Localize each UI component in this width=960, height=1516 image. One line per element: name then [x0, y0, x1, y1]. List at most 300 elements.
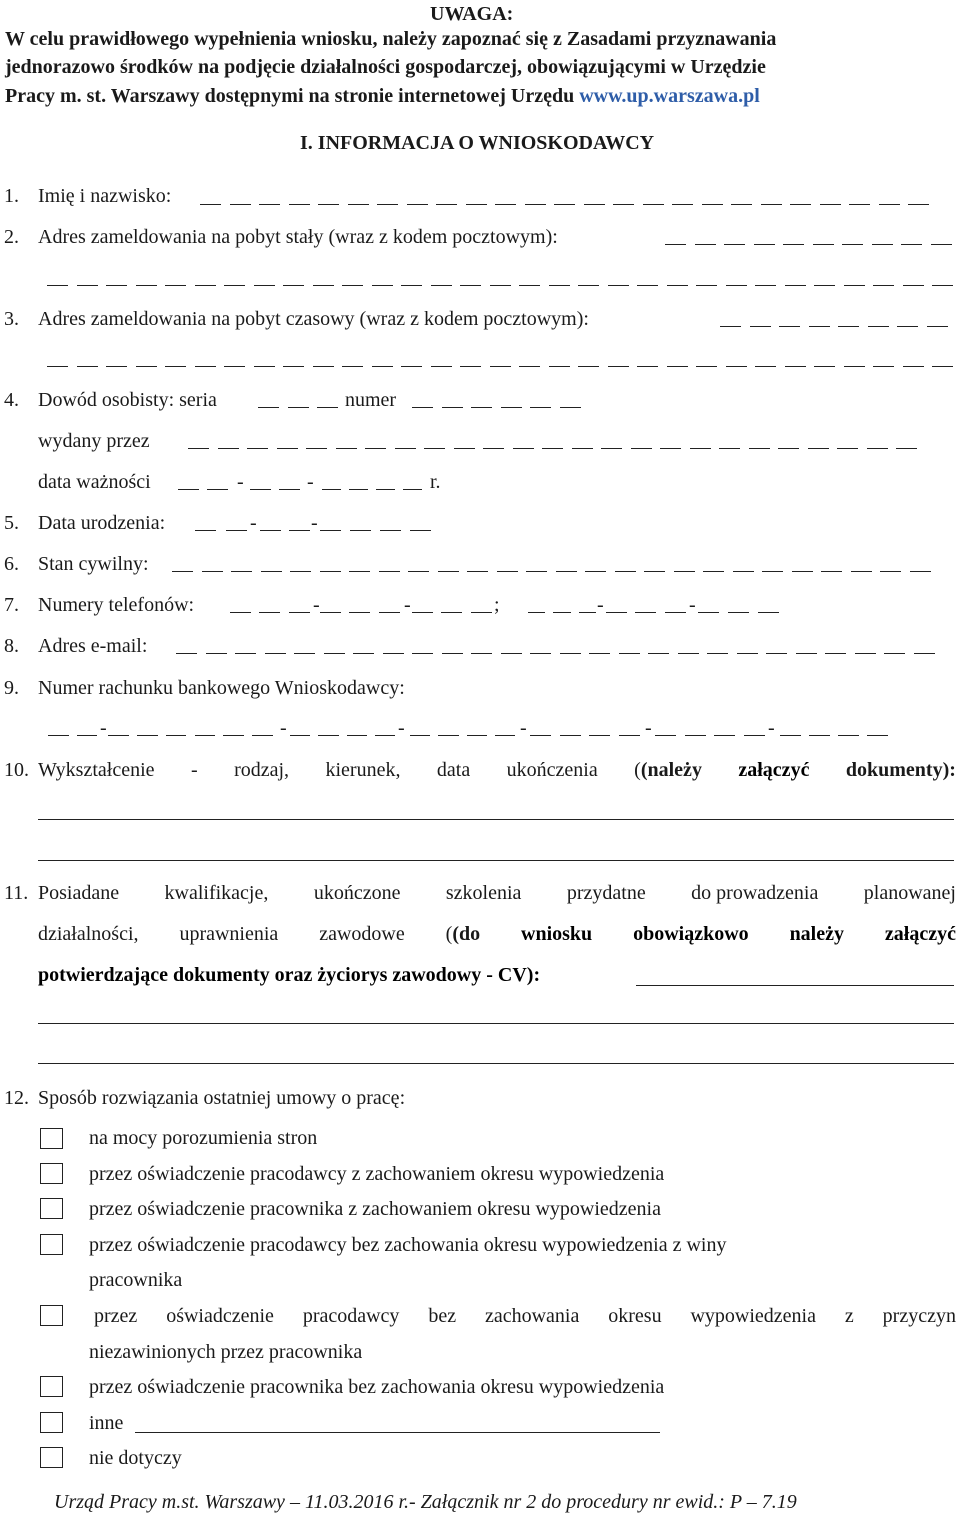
item-11-word: obowiązkowo — [633, 923, 749, 945]
blank-dash — [927, 310, 948, 327]
blank-dash — [838, 719, 859, 736]
section-title: I. INFORMACJA O WNIOSKODAWCY — [300, 132, 655, 154]
blank-dash — [796, 637, 817, 654]
blank-dash — [377, 188, 398, 205]
blank-dash — [667, 350, 688, 367]
item-11-word: ((do — [445, 923, 481, 945]
blank-dash — [436, 188, 457, 205]
blank-dash — [412, 391, 433, 408]
uwaga-title: UWAGA: — [430, 3, 514, 25]
blank-dash — [785, 269, 806, 286]
blank-dash — [821, 555, 842, 572]
item-11-word: działalności, — [38, 923, 139, 945]
blank-dash — [755, 269, 776, 286]
blank-dash — [873, 350, 894, 367]
uwaga-line-3 — [5, 84, 760, 108]
blank-dash — [867, 432, 888, 449]
blank-dash — [631, 432, 652, 449]
blank-dash — [318, 188, 339, 205]
uwaga-line-3-text: Pracy m. st. Warszawy dostępnymi na stronie internetowej Urzędu — [5, 85, 575, 107]
blank-dash — [530, 637, 551, 654]
item-10-word: kierunek, — [325, 759, 401, 781]
item-10-word: ((należy — [634, 759, 702, 781]
item-10-number: 10. — [4, 759, 29, 781]
blank-dash — [501, 391, 522, 408]
blank-dash — [714, 719, 735, 736]
blank-dash — [401, 350, 422, 367]
blank-dash — [578, 269, 599, 286]
option-word: oświadczenie — [166, 1305, 274, 1327]
blank-dash — [137, 719, 158, 736]
blank-dash — [460, 269, 481, 286]
item-10-label — [38, 758, 956, 782]
option-label — [94, 1304, 956, 1328]
blank-dash — [690, 432, 711, 449]
option-checkbox[interactable] — [40, 1376, 63, 1397]
blank-dash — [350, 514, 371, 531]
blank-dash — [336, 432, 357, 449]
blank-dash — [283, 350, 304, 367]
blank-dash — [637, 350, 658, 367]
blank-dash — [165, 350, 186, 367]
blank-dash — [932, 269, 953, 286]
blank-dash — [349, 555, 370, 572]
blank-dash — [490, 269, 511, 286]
blank-dash — [758, 596, 779, 613]
blank-dash — [195, 269, 216, 286]
item-1-number: 1. — [4, 185, 19, 207]
blank-dash — [813, 228, 834, 245]
option-label: inne — [89, 1412, 124, 1434]
issued-by-label: wydany przez — [38, 430, 150, 452]
blank-dash — [320, 555, 341, 572]
item-11-line-3: potwierdzające dokumenty oraz życiorys zawodowy - CV): — [38, 964, 541, 986]
blank-dash — [719, 432, 740, 449]
item-11-word: zawodowe — [319, 923, 405, 945]
blank-dash — [731, 188, 752, 205]
blank-dash — [290, 555, 311, 572]
education-line-1[interactable] — [38, 819, 954, 820]
account-separator: - — [280, 717, 287, 739]
item-10-word: data — [436, 759, 471, 781]
item-7-number: 7. — [4, 594, 19, 616]
item-2-label: Adres zameldowania na pobyt stały (wraz z kodem pocztowym): — [38, 226, 558, 248]
blank-dash — [553, 596, 570, 613]
item-11-word: wniosku — [521, 923, 593, 945]
blank-dash — [347, 719, 367, 736]
blank-dash — [467, 719, 487, 736]
blank-dash — [726, 269, 747, 286]
option-label-continued: pracownika — [89, 1269, 183, 1291]
blank-dash — [685, 719, 706, 736]
blank-dash — [294, 637, 315, 654]
expiry-separator: - — [307, 471, 314, 493]
blank-dash — [230, 596, 251, 613]
item-12-number: 12. — [4, 1087, 29, 1109]
option-word: zachowania — [484, 1305, 580, 1327]
blank-dash — [250, 473, 271, 490]
blank-dash — [265, 637, 286, 654]
blank-dash — [231, 555, 252, 572]
blank-dash — [497, 555, 518, 572]
option-checkbox[interactable] — [40, 1412, 63, 1433]
year-suffix: r. — [430, 471, 441, 493]
blank-dash — [868, 310, 889, 327]
blank-dash — [696, 269, 717, 286]
website-link[interactable]: www.up.warszawa.pl — [579, 85, 760, 107]
item-11-word: planowanej — [863, 882, 956, 904]
item-11-word: uprawnienia — [179, 923, 279, 945]
blank-dash — [698, 596, 719, 613]
blank-dash — [313, 350, 334, 367]
blank-dash — [348, 188, 369, 205]
blank-dash — [542, 432, 563, 449]
blank-dash — [289, 188, 310, 205]
blank-dash — [903, 350, 924, 367]
birth-date-separator: - — [311, 512, 318, 534]
blank-dash — [454, 432, 475, 449]
expiry-separator: - — [237, 471, 244, 493]
blank-dash — [754, 228, 775, 245]
blank-dash — [525, 188, 546, 205]
blank-dash — [438, 555, 459, 572]
blank-dash — [825, 637, 846, 654]
blank-dash — [471, 596, 492, 613]
blank-dash — [195, 350, 216, 367]
blank-dash — [495, 188, 516, 205]
blank-dash — [667, 269, 688, 286]
blank-dash — [931, 228, 952, 245]
option-word: pracodawcy — [302, 1305, 400, 1327]
account-separator: - — [398, 717, 405, 739]
blank-dash — [230, 188, 251, 205]
blank-dash — [188, 432, 209, 449]
blank-dash — [808, 432, 829, 449]
blank-dash — [165, 269, 186, 286]
blank-dash — [218, 432, 239, 449]
blank-dash — [560, 637, 581, 654]
blank-dash — [289, 596, 310, 613]
blank-dash — [635, 596, 656, 613]
option-checkbox[interactable] — [40, 1305, 63, 1326]
blank-dash — [431, 350, 452, 367]
blank-dash — [47, 350, 68, 367]
blank-dash — [914, 637, 935, 654]
blank-dash — [526, 555, 547, 572]
option-label: przez oświadczenie pracodawcy bez zachowania okresu wypowiedzenia z winy — [89, 1234, 727, 1256]
item-6-label: Stan cywilny: — [38, 553, 149, 575]
blank-dash — [792, 555, 813, 572]
blank-dash — [880, 555, 901, 572]
blank-dash — [855, 637, 876, 654]
phone-separator: - — [404, 594, 411, 616]
blank-dash — [207, 473, 228, 490]
blank-dash — [783, 228, 804, 245]
blank-dash — [108, 719, 129, 736]
blank-dash — [613, 188, 634, 205]
blank-dash — [166, 719, 187, 736]
item-7-label: Numery telefonów: — [38, 594, 195, 616]
item-11-line-1 — [38, 881, 956, 905]
blank-dash — [530, 391, 551, 408]
blank-dash — [897, 310, 918, 327]
blank-dash — [407, 188, 428, 205]
blank-dash — [762, 555, 783, 572]
blank-dash — [202, 555, 223, 572]
education-line-2[interactable] — [38, 860, 954, 861]
blank-dash — [408, 555, 429, 572]
blank-dash — [106, 350, 127, 367]
item-10-word — [846, 758, 956, 782]
blank-dash — [283, 269, 304, 286]
blank-dash — [910, 555, 931, 572]
option-label: przez oświadczenie pracownika bez zachowania okresu wypowiedzenia — [89, 1376, 665, 1398]
blank-dash — [235, 637, 256, 654]
blank-dash — [513, 432, 534, 449]
blank-dash — [106, 269, 127, 286]
footer: Urząd Pracy m.st. Warszawy – 11.03.2016 r.- Załącznik nr 2 do procedury nr ewid.: P – 7.19 — [54, 1491, 797, 1513]
item-3-label: Adres zameldowania na pobyt czasowy (wraz z kodem pocztowym): — [38, 308, 589, 330]
item-10-word: ukończenia — [506, 759, 598, 781]
blank-dash — [176, 637, 197, 654]
blank-dash — [379, 596, 400, 613]
blank-dash — [820, 188, 841, 205]
blank-dash — [172, 555, 193, 572]
blank-dash — [441, 596, 462, 613]
blank-dash — [660, 432, 681, 449]
blank-dash — [519, 350, 540, 367]
blank-dash — [224, 269, 245, 286]
blank-dash — [707, 637, 728, 654]
blank-dash — [289, 514, 310, 531]
expiry-label: data ważności — [38, 471, 151, 493]
blank-dash — [838, 310, 859, 327]
blank-dash — [585, 555, 606, 572]
blank-dash — [809, 719, 830, 736]
blank-dash — [431, 269, 452, 286]
blank-dash — [674, 555, 695, 572]
blank-dash — [785, 350, 806, 367]
phone-separator: - — [313, 594, 320, 616]
blank-dash — [322, 473, 341, 490]
blank-dash — [879, 188, 900, 205]
blank-dash — [223, 719, 244, 736]
blank-dash — [501, 637, 522, 654]
blank-dash — [200, 188, 221, 205]
blank-dash — [901, 228, 922, 245]
blank-dash — [851, 555, 872, 572]
blank-dash — [261, 555, 282, 572]
blank-dash — [872, 228, 893, 245]
blank-dash — [318, 719, 338, 736]
blank-dash — [403, 473, 422, 490]
blank-dash — [589, 719, 610, 736]
uwaga-line-2: jednorazowo środków na podjęcie działalności gospodarczej, obowiązującymi w Urzędzie — [5, 56, 766, 78]
blank-dash — [648, 637, 669, 654]
blank-dash — [136, 350, 157, 367]
blank-dash — [442, 637, 463, 654]
blank-dash — [438, 719, 458, 736]
blank-dash — [258, 391, 279, 408]
blank-dash — [320, 514, 341, 531]
blank-dash — [442, 391, 463, 408]
item-5-number: 5. — [4, 512, 19, 534]
blank-dash — [779, 310, 800, 327]
account-separator: - — [520, 717, 527, 739]
blank-dash — [519, 269, 540, 286]
blank-dash — [584, 188, 605, 205]
qualifications-line-0[interactable] — [636, 985, 954, 986]
blank-dash — [844, 269, 865, 286]
blank-dash — [842, 228, 863, 245]
blank-dash — [814, 269, 835, 286]
blank-dash — [410, 514, 431, 531]
blank-dash — [247, 432, 268, 449]
blank-dash — [410, 719, 430, 736]
blank-dash — [401, 269, 422, 286]
blank-dash — [867, 719, 888, 736]
blank-dash — [252, 719, 273, 736]
blank-dash — [749, 432, 770, 449]
blank-dash — [136, 269, 157, 286]
item-11-word: przydatne — [566, 882, 646, 904]
blank-dash — [460, 350, 481, 367]
qualifications-line-2[interactable] — [38, 1063, 954, 1064]
option-label: nie dotyczy — [89, 1447, 182, 1469]
blank-dash — [655, 719, 676, 736]
item-11-word: załączyć — [884, 923, 956, 945]
option-word: wypowiedzenia — [690, 1305, 816, 1327]
blank-dash — [288, 391, 309, 408]
blank-dash — [48, 719, 69, 736]
item-11-bold: (do — [452, 923, 481, 945]
blank-dash — [703, 555, 724, 572]
blank-dash — [376, 473, 395, 490]
blank-dash — [383, 637, 404, 654]
blank-dash — [903, 269, 924, 286]
blank-dash — [372, 350, 393, 367]
blank-dash — [224, 350, 245, 367]
other-reason-line[interactable] — [135, 1432, 660, 1433]
blank-dash — [306, 432, 327, 449]
blank-dash — [778, 432, 799, 449]
blank-dash — [254, 350, 275, 367]
blank-dash — [380, 514, 401, 531]
blank-dash — [601, 432, 622, 449]
blank-dash — [728, 596, 749, 613]
blank-dash — [206, 637, 227, 654]
blank-dash — [254, 269, 275, 286]
item-6-number: 6. — [4, 553, 19, 575]
option-checkbox[interactable] — [40, 1447, 63, 1468]
blank-dash — [342, 269, 363, 286]
option-word: przyczyn — [882, 1305, 956, 1327]
blank-dash — [259, 596, 280, 613]
blank-dash — [849, 188, 870, 205]
item-2-number: 2. — [4, 226, 19, 248]
item-11-word: należy — [789, 923, 844, 945]
item-10-word: rodzaj, — [234, 759, 290, 781]
blank-dash — [615, 555, 636, 572]
blank-dash — [637, 269, 658, 286]
blank-dash — [195, 719, 216, 736]
blank-dash — [572, 432, 593, 449]
blank-dash — [702, 188, 723, 205]
blank-dash — [608, 269, 629, 286]
item-11-word: do prowadzenia — [691, 882, 819, 904]
item-1-label: Imię i nazwisko: — [38, 185, 172, 207]
blank-dash — [695, 228, 716, 245]
option-label: przez oświadczenie pracodawcy z zachowaniem okresu wypowiedzenia — [89, 1163, 665, 1185]
qualifications-line-1[interactable] — [38, 1023, 954, 1024]
blank-dash — [372, 269, 393, 286]
blank-dash — [589, 637, 610, 654]
blank-dash — [379, 555, 400, 572]
blank-dash — [873, 269, 894, 286]
item-10-word: - — [190, 759, 198, 781]
blank-dash — [483, 432, 504, 449]
blank-dash — [549, 269, 570, 286]
option-checkbox[interactable] — [40, 1128, 63, 1149]
option-label: na mocy porozumienia stron — [89, 1127, 318, 1149]
item-8-number: 8. — [4, 635, 19, 657]
item-4-label: Dowód osobisty: seria — [38, 389, 217, 411]
blank-dash — [696, 350, 717, 367]
option-label: przez oświadczenie pracownika z zachowaniem okresu wypowiedzenia — [89, 1198, 661, 1220]
option-word: okresu — [608, 1305, 662, 1327]
blank-dash — [349, 473, 368, 490]
blank-dash — [259, 188, 280, 205]
blank-dash — [678, 637, 699, 654]
blank-dash — [766, 637, 787, 654]
blank-dash — [814, 350, 835, 367]
blank-dash — [178, 473, 199, 490]
blank-dash — [579, 596, 596, 613]
blank-dash — [77, 719, 98, 736]
item-11-word: ukończone — [313, 882, 401, 904]
blank-dash — [412, 637, 433, 654]
item-10-word: Wykształcenie — [38, 759, 155, 781]
blank-dash — [395, 432, 416, 449]
blank-dash — [643, 188, 664, 205]
blank-dash — [665, 596, 686, 613]
option-checkbox[interactable] — [40, 1234, 63, 1255]
item-4-number: 4. — [4, 389, 19, 411]
blank-dash — [47, 269, 68, 286]
blank-dash — [733, 555, 754, 572]
blank-dash — [619, 637, 640, 654]
blank-dash — [761, 188, 782, 205]
option-checkbox[interactable] — [40, 1163, 63, 1184]
item-8-label: Adres e-mail: — [38, 635, 148, 657]
blank-dash — [665, 228, 686, 245]
item-9-number: 9. — [4, 677, 19, 699]
blank-dash — [549, 350, 570, 367]
blank-dash — [313, 269, 334, 286]
account-separator: - — [100, 717, 107, 739]
phone-separator: - — [597, 594, 604, 616]
blank-dash — [77, 350, 98, 367]
blank-dash — [608, 350, 629, 367]
blank-dash — [412, 596, 433, 613]
option-checkbox[interactable] — [40, 1198, 63, 1219]
blank-dash — [720, 310, 741, 327]
blank-dash — [77, 269, 98, 286]
blank-dash — [606, 596, 627, 613]
blank-dash — [896, 432, 917, 449]
option-word: z — [844, 1305, 854, 1327]
item-11-number: 11. — [4, 882, 29, 904]
